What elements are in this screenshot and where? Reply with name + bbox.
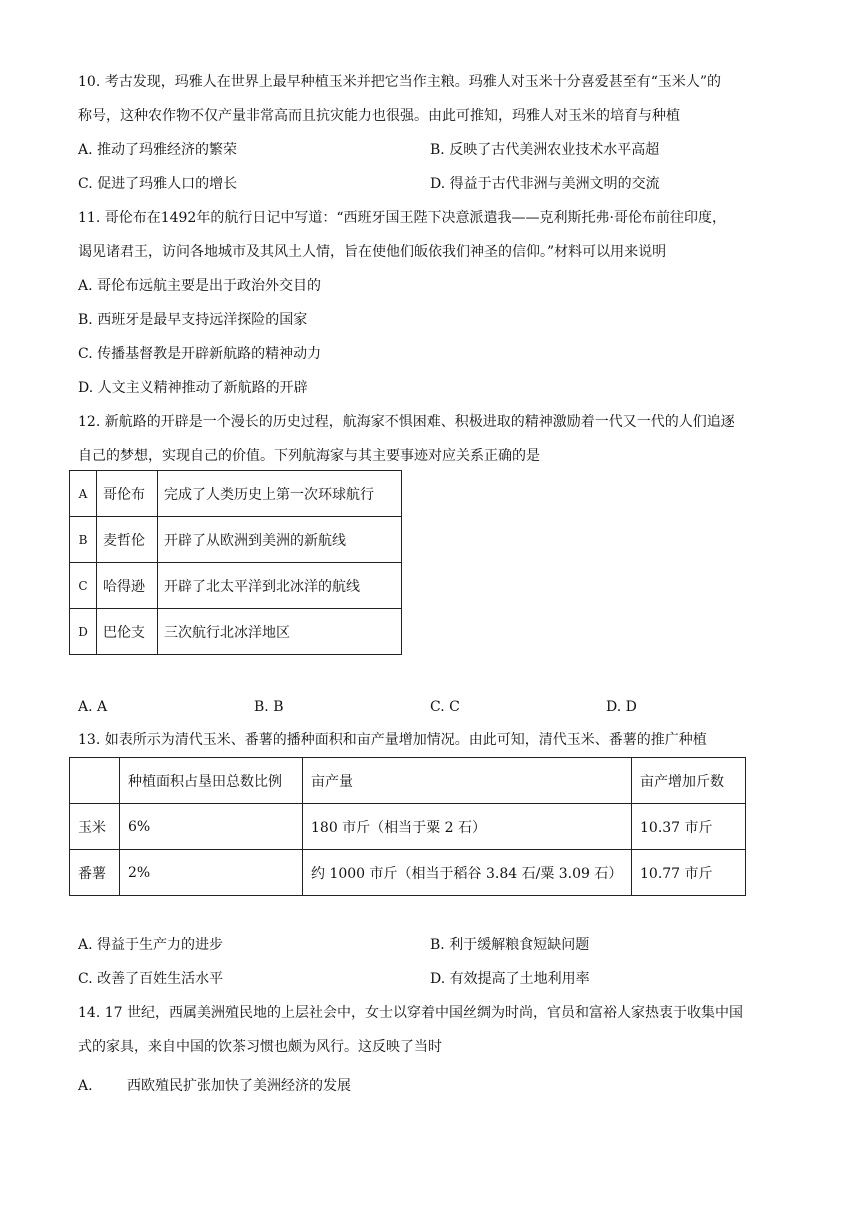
table-cell: 6% [120,804,303,850]
q14-stem-line1: 14. 17 世纪，西属美洲殖民地的上层社会中，女士以穿着中国丝绸为时尚，官员和富裕人家热衷于收集中国 [78,1005,743,1021]
table-header-cell [70,758,120,804]
table-cell: 180 市斤（相当于粟 2 石） [303,804,632,850]
q11-option-c[interactable]: C. 传播基督教是开辟新航路的精神动力 [78,346,322,362]
table-cell: 哈得逊 [97,563,158,609]
q13-crop-table [69,757,746,896]
table-cell: C [70,563,97,609]
table-row [70,517,402,563]
q14-option-a[interactable] [78,1076,351,1096]
q12-option-a[interactable]: A. A [78,699,108,715]
table-cell: B [70,517,97,563]
table-cell: 开辟了从欧洲到美洲的新航线 [158,517,402,563]
q13-option-b[interactable]: B. 利于缓解粮食短缺问题 [430,937,590,953]
q12-option-d[interactable]: D. D [606,699,637,715]
table-header-row [70,758,746,804]
table-cell: 三次航行北冰洋地区 [158,609,402,655]
q10-stem-line1: 10. 考古发现，玛雅人在世界上最早种植玉米并把它当作主粮。玛雅人对玉米十分喜爱甚至有“玉米人”的 [78,74,722,90]
q12-navigator-table [69,470,402,655]
q12-option-b[interactable]: B. B [254,699,284,715]
table-row [70,850,746,896]
table-cell: 约 1000 市斤（相当于稻谷 3.84 石/粟 3.09 石） [303,850,632,896]
q14-option-a-letter: A. [78,1078,93,1094]
q12-option-c[interactable]: C. C [430,699,460,715]
table-header-cell: 种植面积占垦田总数比例 [120,758,303,804]
table-row [70,471,402,517]
table-cell: A [70,471,97,517]
q10-option-b[interactable]: B. 反映了古代美洲农业技术水平高超 [430,142,660,158]
q11-option-b[interactable]: B. 西班牙是最早支持远洋探险的国家 [78,312,308,328]
table-cell: 2% [120,850,303,896]
q10-option-a[interactable]: A. 推动了玛雅经济的繁荣 [78,142,238,158]
q13-option-d[interactable]: D. 有效提高了土地利用率 [430,971,590,987]
table-cell: 10.77 市斤 [632,850,746,896]
table-cell: 完成了人类历史上第一次环球航行 [158,471,402,517]
table-row [70,609,402,655]
table-cell: 番薯 [70,850,120,896]
table-header-cell: 亩产量 [303,758,632,804]
q10-option-c[interactable]: C. 促进了玛雅人口的增长 [78,176,238,192]
q14-stem-line2: 式的家具，来自中国的饮茶习惯也颇为风行。这反映了当时 [78,1039,442,1055]
q10-option-d[interactable]: D. 得益于古代非洲与美洲文明的交流 [430,176,660,192]
q12-stem-line1: 12. 新航路的开辟是一个漫长的历史过程，航海家不惧困难、积极进取的精神激励着一代又一代的人们追逐 [78,414,735,430]
q13-stem-line1: 13. 如表所示为清代玉米、番薯的播种面积和亩产量增加情况。由此可知，清代玉米、番薯的推广种植 [78,732,707,748]
table-cell: 10.37 市斤 [632,804,746,850]
table-cell: 巴伦支 [97,609,158,655]
q11-option-d[interactable]: D. 人文主义精神推动了新航路的开辟 [78,380,308,396]
q11-stem-line2: 谒见诸君王，访问各地城市及其风土人情，旨在使他们皈依我们神圣的信仰。”材料可以用来说明 [78,244,667,260]
table-row [70,563,402,609]
q12-stem-line2: 自己的梦想，实现自己的价值。下列航海家与其主要事迹对应关系正确的是 [78,448,540,464]
table-cell: 开辟了北太平洋到北冰洋的航线 [158,563,402,609]
q13-option-a[interactable]: A. 得益于生产力的进步 [78,937,224,953]
q11-stem-line1: 11. 哥伦布在1492年的航行日记中写道：“西班牙国王陛下决意派遣我——克利斯托弗·哥伦布前往印度， [78,210,726,226]
table-row [70,804,746,850]
q14-option-a-text: 西欧殖民扩张加快了美洲经济的发展 [127,1078,352,1094]
table-cell: D [70,609,97,655]
table-cell: 哥伦布 [97,471,158,517]
table-header-cell: 亩产增加斤数 [632,758,746,804]
table-cell: 玉米 [70,804,120,850]
q13-option-c[interactable]: C. 改善了百姓生活水平 [78,971,224,987]
table-cell: 麦哲伦 [97,517,158,563]
q10-stem-line2: 称号，这种农作物不仅产量非常高而且抗灾能力也很强。由此可推知，玛雅人对玉米的培育与种植 [78,108,680,124]
q11-option-a[interactable]: A. 哥伦布远航主要是出于政治外交目的 [78,278,322,294]
